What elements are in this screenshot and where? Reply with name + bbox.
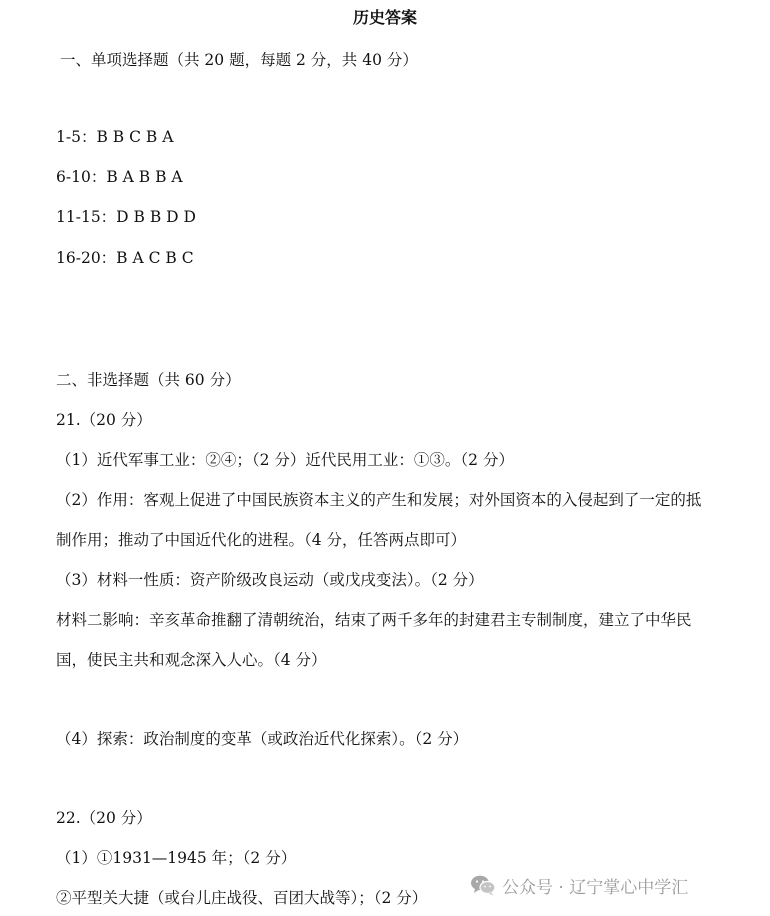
document-title: 历史答案: [352, 8, 417, 27]
answer-row-1-5: 1-5：B B C B A: [56, 128, 174, 146]
q22-part2: ②平型关大捷（或台儿庄战役、百团大战等）；（2 分）: [56, 889, 428, 907]
watermark-text: 公众号 · 辽宁掌心中学汇: [502, 877, 689, 898]
q21-part2-line1: （2）作用：客观上促进了中国民族资本主义的产生和发展；对外国资本的入侵起到了一定的抵: [56, 491, 702, 509]
q22-header: 22.（20 分）: [56, 809, 152, 827]
q21-part3: （3）材料一性质：资产阶级改良运动（或戊戌变法）。（2 分）: [56, 571, 484, 589]
q21-material2-line1: 材料二影响：辛亥革命推翻了清朝统治，结束了两千多年的封建君主专制制度，建立了中华民: [56, 611, 692, 629]
q21-material2-line2: 国，使民主共和观念深入人心。（4 分）: [56, 651, 327, 669]
watermark: [470, 873, 688, 897]
q21-part4: （4）探索：政治制度的变革（或政治近代化探索）。（2 分）: [56, 730, 469, 748]
section1-heading: 一、单项选择题（共 20 题，每题 2 分，共 40 分）: [60, 51, 418, 69]
section2-heading: 二、非选择题（共 60 分）: [56, 371, 241, 389]
wechat-icon: [470, 874, 496, 896]
q21-part1: （1）近代军事工业：②④；（2 分）近代民用工业：①③。（2 分）: [56, 451, 514, 469]
q21-part2-line2: 制作用；推动了中国近代化的进程。（4 分，任答两点即可）: [56, 531, 467, 549]
q22-part1: （1）①1931—1945 年；（2 分）: [56, 849, 297, 867]
answer-row-16-20: 16-20：B A C B C: [56, 249, 194, 267]
answer-row-6-10: 6-10：B A B B A: [56, 168, 183, 186]
q21-header: 21.（20 分）: [56, 411, 152, 429]
answer-row-11-15: 11-15：D B B D D: [56, 208, 196, 226]
